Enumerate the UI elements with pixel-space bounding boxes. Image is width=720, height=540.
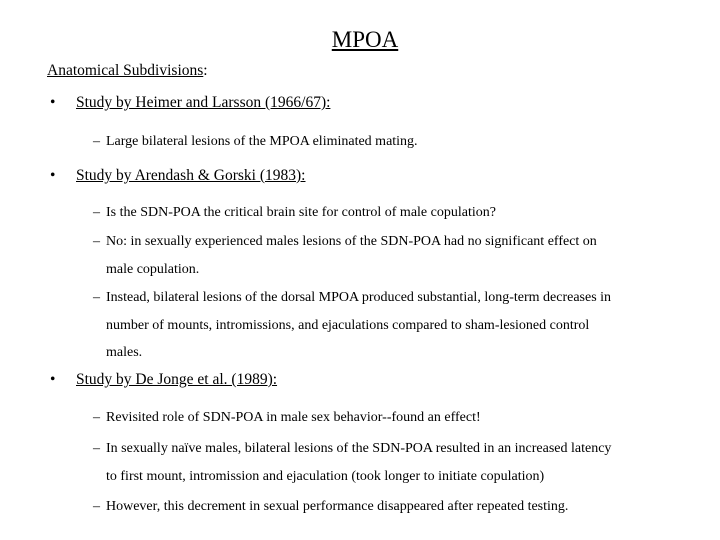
dash-icon: – bbox=[93, 290, 100, 305]
item-line: male copulation. bbox=[106, 261, 200, 277]
heading-text: Study by De Jonge et al. (1989): bbox=[76, 371, 278, 388]
item-line: Large bilateral lesions of the MPOA eliminated mating. bbox=[106, 134, 418, 149]
subtitle bbox=[47, 62, 208, 80]
item-line: However, this decrement in sexual performance disappeared after repeated testing. bbox=[106, 499, 569, 514]
item-line: males. bbox=[106, 345, 143, 360]
slide-title: MPOA bbox=[331, 27, 399, 52]
dash-icon: – bbox=[93, 410, 100, 425]
dash-icon: – bbox=[93, 441, 100, 456]
dash-icon: – bbox=[93, 234, 100, 249]
item-line: to first mount, intromission and ejaculation (took longer to initiate copulation) bbox=[106, 468, 545, 484]
dash-icon: – bbox=[93, 134, 100, 149]
bullet-icon: • bbox=[50, 167, 56, 184]
heading-text: Study by Heimer and Larsson (1966/67): bbox=[76, 94, 331, 111]
item-line: number of mounts, intromissions, and ejaculations compared to sham-lesioned control bbox=[106, 317, 590, 333]
item-line: Instead, bilateral lesions of the dorsal MPOA produced substantial, long-term decreases in bbox=[106, 290, 612, 305]
bullet-icon: • bbox=[50, 371, 56, 388]
dash-icon: – bbox=[93, 205, 100, 220]
item-line: Is the SDN-POA the critical brain site for control of male copulation? bbox=[106, 205, 496, 220]
item-line: No: in sexually experienced males lesions of the SDN-POA had no significant effect on bbox=[106, 234, 597, 249]
item-line: Revisited role of SDN-POA in male sex behavior--found an effect! bbox=[106, 410, 481, 425]
dash-icon: – bbox=[93, 499, 100, 514]
bullet-icon: • bbox=[50, 94, 56, 111]
heading-text: Study by Arendash & Gorski (1983): bbox=[76, 167, 306, 184]
subtitle-text: Anatomical Subdivisions bbox=[47, 62, 204, 79]
subtitle-colon: : bbox=[203, 62, 208, 79]
item-line: In sexually naïve males, bilateral lesions of the SDN-POA resulted in an increased latency bbox=[106, 441, 612, 456]
